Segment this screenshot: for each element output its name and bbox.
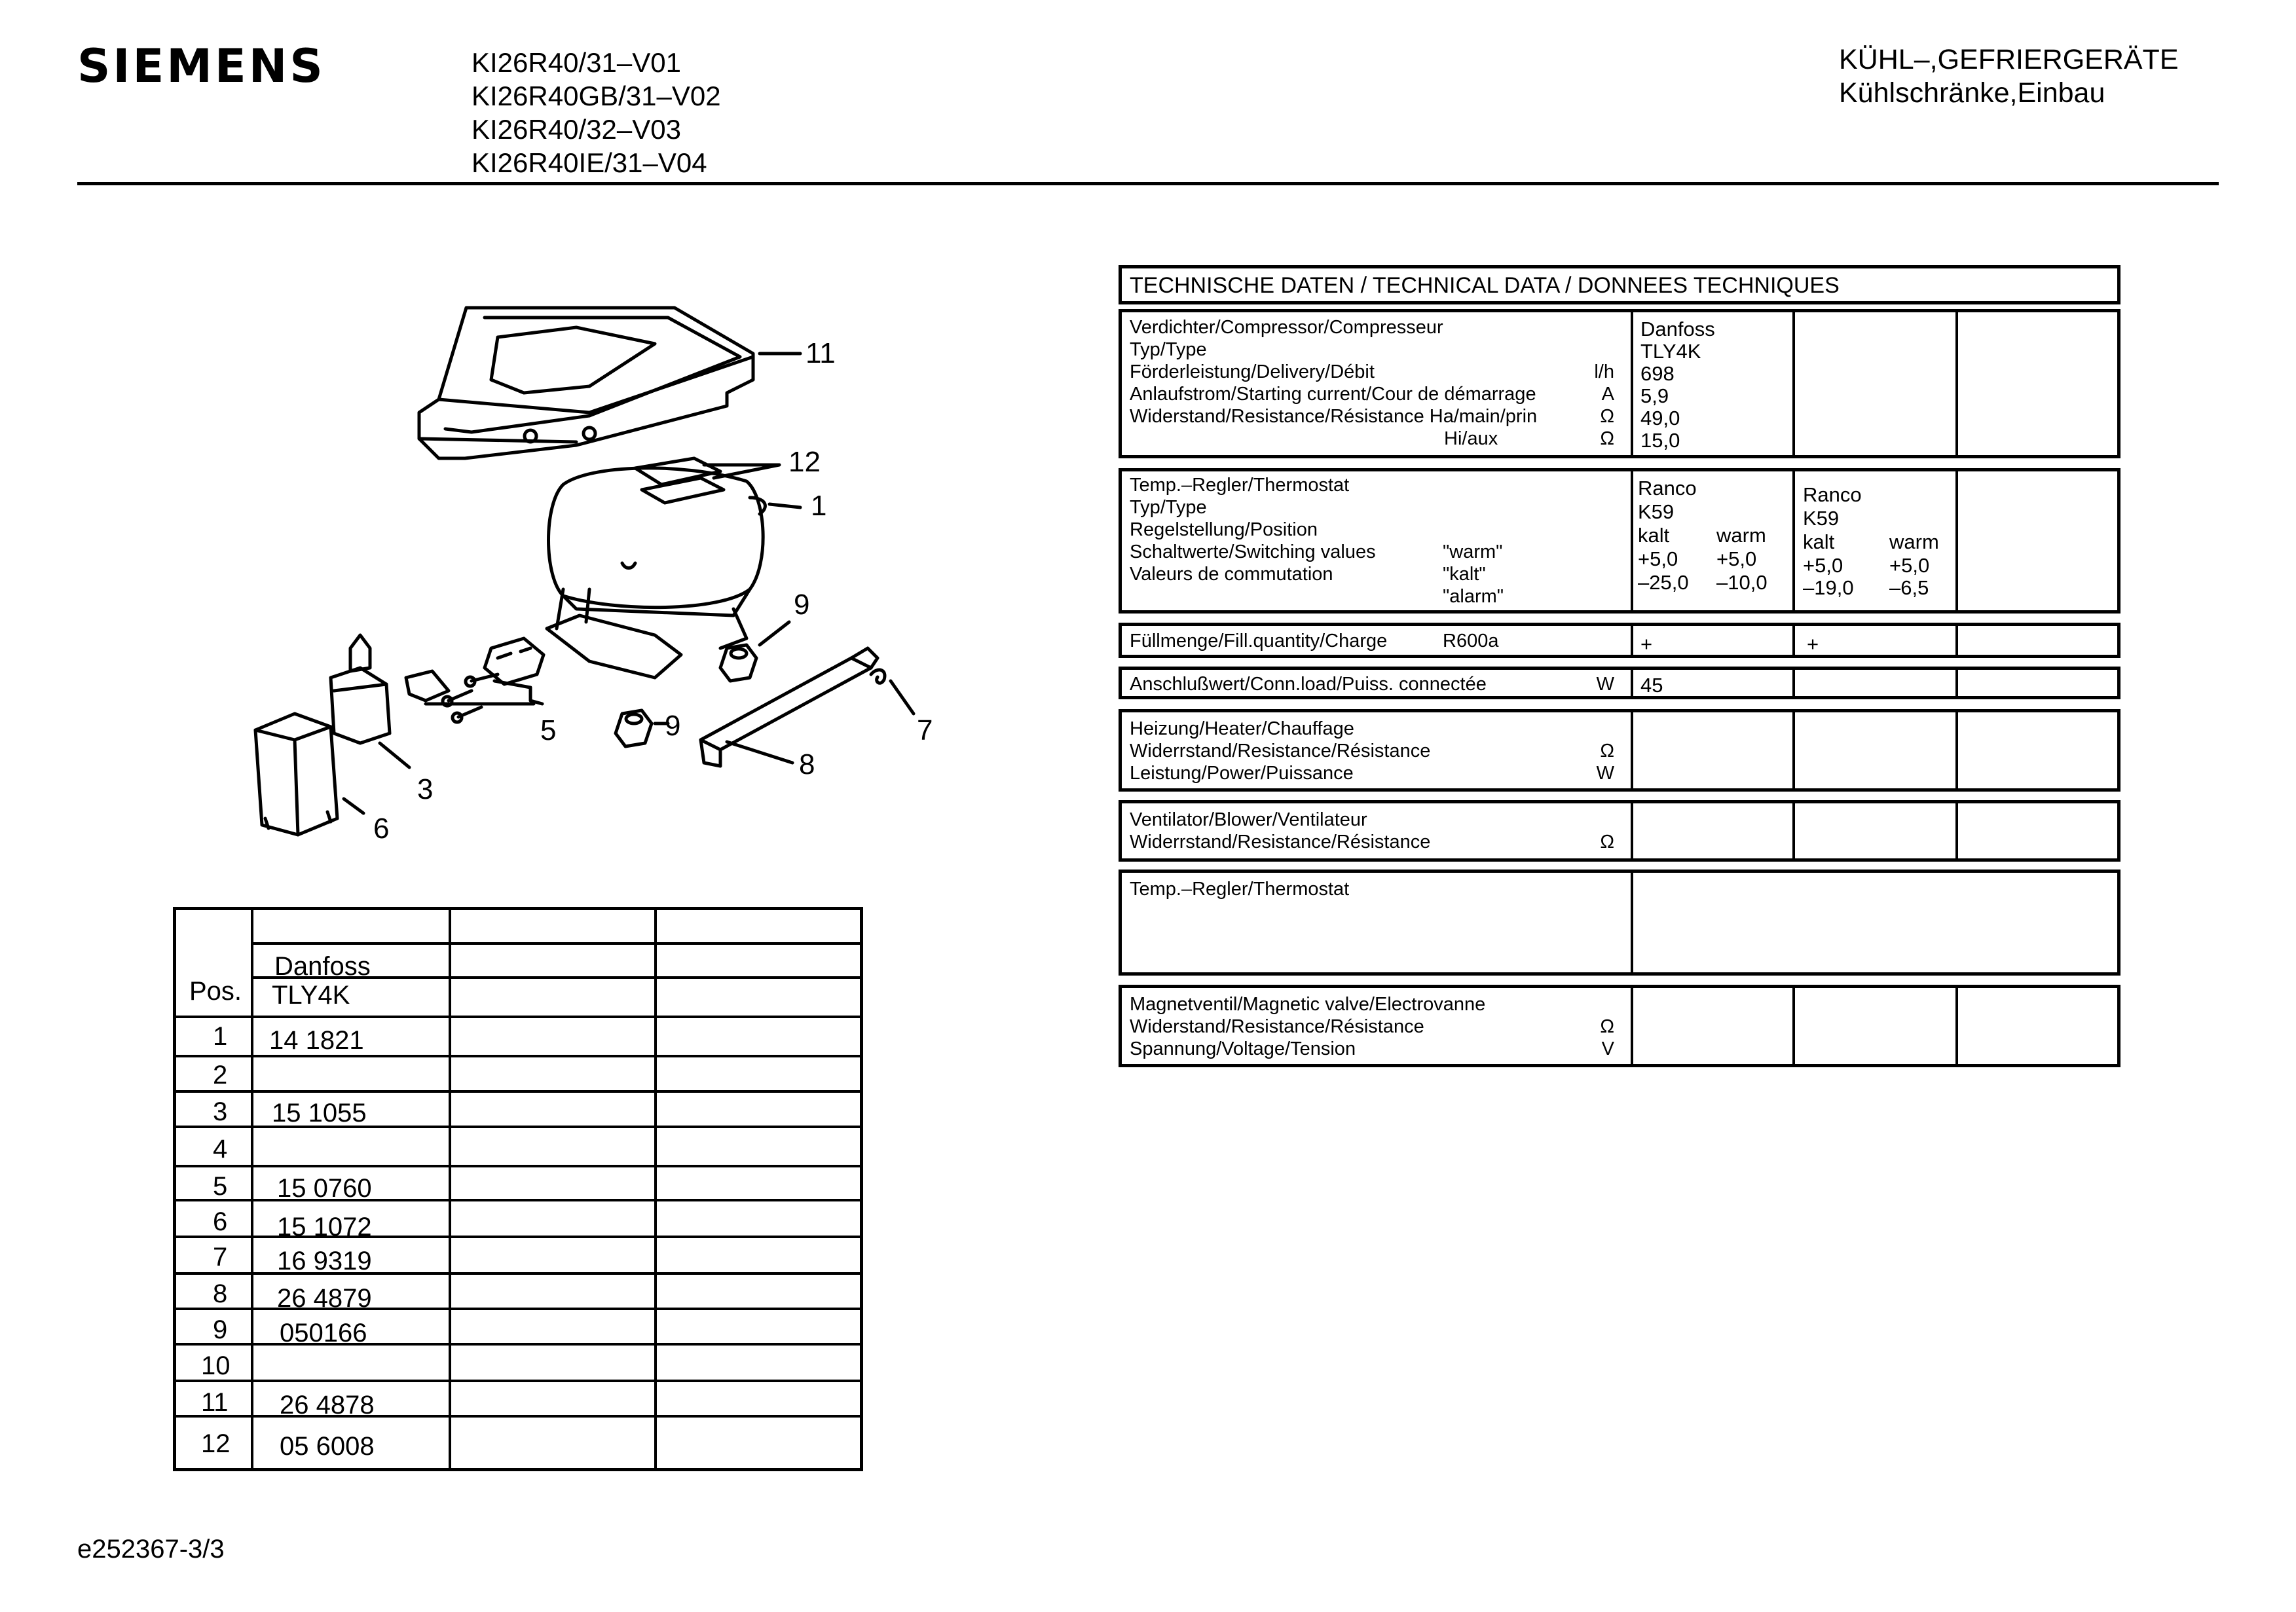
mode-alarm: "alarm" (1443, 586, 1504, 607)
pos-number: 8 (213, 1279, 228, 1308)
compressor-type: TLY4K (272, 981, 350, 1010)
unit-text: V (1601, 1038, 1614, 1059)
resistance-aux-value: 15,0 (1640, 429, 1680, 452)
connected-load-label: Anschlußwert/Conn.load/Puiss. connectée (1130, 674, 1487, 695)
callout-label: 5 (540, 714, 557, 746)
callout-label: 8 (799, 748, 815, 780)
callout-label: 7 (917, 714, 933, 746)
column-divider (1631, 803, 1633, 858)
switch-value: –25,0 (1638, 571, 1689, 594)
commutation-label: Valeurs de commutation (1130, 564, 1333, 585)
unit-text: Ω (1600, 428, 1614, 449)
relay-bracket-part (406, 638, 544, 722)
connected-load-section (1119, 667, 2120, 699)
column-divider (1792, 626, 1795, 655)
model-list (472, 46, 721, 179)
column-divider (1955, 988, 1958, 1064)
model-number: KI26R40GB/31–V02 (472, 81, 721, 111)
resistance-main-value: 49,0 (1640, 407, 1680, 430)
resistance-main-label: Widerstand/Resistance/Résistance Ha/main/prin (1130, 406, 1538, 427)
compressor-label: Verdichter/Compressor/Compresseur (1130, 317, 1443, 338)
fill-quantity-label: Füllmenge/Fill.quantity/Charge (1130, 631, 1388, 651)
column-divider (1631, 988, 1633, 1064)
callout-label: 6 (373, 813, 390, 845)
column-divider (1955, 712, 1958, 788)
connected-load-value: 45 (1640, 674, 1663, 697)
callout-label: 9 (794, 589, 810, 621)
column-divider (1631, 471, 1633, 610)
callout-label: 11 (805, 337, 836, 369)
column-divider (1631, 670, 1633, 696)
pos-number: 7 (213, 1243, 228, 1272)
compressor-type: TLY4K (1640, 340, 1701, 363)
delivery-value: 698 (1640, 362, 1675, 385)
compressor-part (547, 458, 765, 678)
callout-label: 3 (417, 773, 434, 805)
pos-number: 10 (201, 1351, 231, 1380)
category-title: KÜHL–,GEFRIERGERÄTE (1839, 44, 2179, 75)
resistance-aux-label: Hi/aux (1444, 428, 1498, 449)
pos-number: 5 (213, 1172, 228, 1201)
compressor-brand: Danfoss (1640, 318, 1715, 340)
model-number: KI26R40IE/31–V04 (472, 147, 707, 178)
exploded-parts-diagram (223, 282, 969, 858)
mode-kalt: "kalt" (1443, 564, 1486, 585)
switch-value: +5,0 (1803, 554, 1843, 577)
tech-data-title: TECHNISCHE DATEN / TECHNICAL DATA / DONNEES TECHNIQUES (1130, 273, 1840, 298)
switch-value: –6,5 (1889, 576, 1929, 599)
warm-header: warm (1889, 530, 1939, 553)
part-number: 05 6008 (280, 1432, 375, 1461)
header-divider (77, 182, 2219, 185)
part-number: 26 4879 (277, 1284, 372, 1313)
resistance-label: Widerrstand/Resistance/Résistance (1130, 832, 1431, 852)
column-divider (1792, 803, 1795, 858)
unit-text: A (1601, 384, 1614, 405)
pos-number: 6 (213, 1207, 228, 1236)
starter-relay-part (331, 635, 390, 743)
thermostat-type: K59 (1638, 500, 1675, 523)
mode-warm: "warm" (1443, 541, 1503, 562)
part-number: 050166 (280, 1319, 367, 1347)
delivery-label: Förderleistung/Delivery/Débit (1130, 361, 1375, 382)
category-subtitle: Kühlschränke,Einbau (1839, 77, 2105, 109)
part-number: 15 1072 (277, 1213, 372, 1241)
part-number: 26 4878 (280, 1391, 375, 1420)
relay-cover-part (255, 714, 337, 835)
grommet-part (616, 645, 756, 746)
column-divider (1631, 626, 1633, 655)
kalt-header: kalt (1803, 530, 1835, 553)
document-id: e252367-3/3 (77, 1535, 225, 1564)
thermostat-label: Temp.–Regler/Thermostat (1130, 879, 1350, 900)
magnetic-valve-section (1119, 985, 2120, 1067)
column-divider (1955, 803, 1958, 858)
unit-text: Ω (1600, 1016, 1614, 1037)
column-divider (1792, 712, 1795, 788)
column-divider (1955, 471, 1958, 610)
switch-value: +5,0 (1716, 547, 1757, 570)
column-divider (1955, 670, 1958, 696)
parts-table (173, 907, 863, 1471)
callout-label: 1 (811, 490, 827, 522)
starting-current-label: Anlaufstrom/Starting current/Cour de démarrage (1130, 384, 1536, 405)
compressor-brand: Danfoss (274, 952, 371, 981)
column-divider (1792, 312, 1795, 455)
column-divider (1631, 712, 1633, 788)
model-number: KI26R40/32–V03 (472, 114, 681, 145)
column-divider (1792, 988, 1795, 1064)
column-divider (1631, 873, 1633, 972)
power-label: Leistung/Power/Puissance (1130, 763, 1354, 784)
warm-header: warm (1716, 524, 1766, 547)
callout-label: 12 (788, 446, 821, 478)
kalt-header: kalt (1638, 524, 1670, 547)
pos-number: 4 (213, 1135, 228, 1163)
thermostat-brand: Ranco (1803, 483, 1862, 506)
tech-data-title-box (1119, 265, 2120, 304)
pos-number: 3 (213, 1097, 228, 1126)
column-divider (1792, 670, 1795, 696)
thermostat-label: Temp.–Regler/Thermostat (1130, 475, 1350, 496)
heater-label: Heizung/Heater/Chauffage (1130, 718, 1354, 739)
unit-text: W (1596, 763, 1614, 784)
unit-text: Ω (1600, 832, 1614, 852)
part-number: 15 0760 (277, 1174, 372, 1203)
pos-number: 9 (213, 1315, 228, 1344)
refrigerant-value: R600a (1443, 631, 1499, 651)
switch-value: +5,0 (1638, 547, 1678, 570)
mounting-rail-part (701, 648, 878, 766)
compressor-section (1119, 309, 2120, 458)
switch-value: +5,0 (1889, 554, 1930, 577)
column-divider (1631, 312, 1633, 455)
product-category (1839, 43, 2179, 110)
thermostat-brand: Ranco (1638, 477, 1697, 500)
unit-text: Ω (1600, 741, 1614, 761)
fill-value: + (1640, 632, 1653, 655)
callout-label: 9 (665, 710, 681, 742)
thermostat2-section (1119, 870, 2120, 976)
position-label: Regelstellung/Position (1130, 519, 1318, 540)
pos-header: Pos. (189, 977, 242, 1006)
part-number: 14 1821 (269, 1026, 364, 1055)
thermostat-section (1119, 468, 2120, 614)
part-number: 15 1055 (272, 1099, 367, 1127)
column-divider (1955, 626, 1958, 655)
pos-number: 1 (213, 1022, 228, 1051)
magnetic-valve-label: Magnetventil/Magnetic valve/Electrovanne (1130, 994, 1486, 1015)
column-divider (1792, 471, 1795, 610)
heater-section (1119, 709, 2120, 792)
fill-value: + (1807, 632, 1819, 655)
unit-text: Ω (1600, 406, 1614, 427)
thermostat-type: K59 (1803, 507, 1840, 530)
voltage-label: Spannung/Voltage/Tension (1130, 1038, 1356, 1059)
pos-number: 12 (201, 1429, 231, 1458)
pos-number: 11 (201, 1388, 229, 1417)
pos-number: 2 (213, 1061, 228, 1090)
blower-section (1119, 800, 2120, 862)
switch-value: –19,0 (1803, 576, 1854, 599)
model-number: KI26R40/31–V01 (472, 47, 681, 78)
drip-tray-part (419, 308, 753, 458)
type-label: Typ/Type (1130, 497, 1207, 518)
unit-text: W (1596, 674, 1614, 695)
starting-current-value: 5,9 (1640, 384, 1669, 407)
part-number: 16 9319 (277, 1247, 372, 1275)
resistance-label: Widerstand/Resistance/Résistance (1130, 1016, 1424, 1037)
brand-logo: SIEMENS (77, 39, 325, 93)
switching-values-label: Schaltwerte/Switching values (1130, 541, 1376, 562)
resistance-label: Widerrstand/Resistance/Résistance (1130, 741, 1431, 761)
unit-text: l/h (1594, 361, 1614, 382)
switch-value: –10,0 (1716, 571, 1768, 594)
column-divider (1955, 312, 1958, 455)
fill-quantity-section (1119, 623, 2120, 658)
clip-part (871, 670, 885, 683)
blower-label: Ventilator/Blower/Ventilateur (1130, 809, 1367, 830)
type-label: Typ/Type (1130, 339, 1207, 360)
